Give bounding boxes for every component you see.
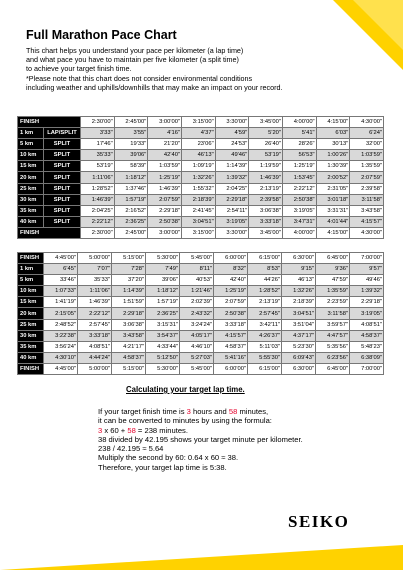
pace-cell: 1:39'32" — [215, 172, 249, 183]
pace-cell: 4:44'24" — [78, 352, 112, 363]
pace-cell: 39'06" — [114, 150, 148, 161]
pace-cell: 3:24'24" — [180, 319, 214, 330]
pace-cell: 4'37" — [181, 128, 215, 139]
row-label: 30 km — [18, 330, 44, 341]
pace-cell: 1:51'59" — [112, 297, 146, 308]
pace-cell: 2:57'45" — [248, 308, 282, 319]
pace-cell: 3:11'58" — [350, 194, 384, 205]
pace-cell: 4:15'00" — [316, 227, 350, 238]
pace-cell: 2:45'00" — [114, 227, 148, 238]
pace-cell: 1:28'52" — [81, 183, 115, 194]
pace-cell: 7:00'00" — [350, 253, 384, 264]
pace-cell: 3:33'18" — [78, 330, 112, 341]
pace-cell: 2:07'59" — [350, 172, 384, 183]
pace-cell: 1:25'19" — [282, 161, 316, 172]
table-row — [18, 319, 384, 330]
pace-cell: 1:03'59" — [148, 161, 182, 172]
pace-cell: 1:28'52" — [248, 286, 282, 297]
pace-cell: 2:13'19" — [249, 183, 283, 194]
calc-minutes: 58 — [228, 407, 238, 416]
pace-cell: 3:33'18" — [249, 216, 283, 227]
table-row — [18, 297, 384, 308]
calc-minutes: 58 — [127, 425, 136, 435]
pace-cell: 1:11'06" — [78, 286, 112, 297]
pace-cell: 4:30'00" — [350, 117, 384, 128]
pace-cell: 3:11'58" — [316, 308, 350, 319]
pace-cell: 3:59'57" — [316, 319, 350, 330]
row-type-label: SPLIT — [44, 216, 81, 227]
pace-cell: 5:48'23" — [350, 341, 384, 352]
pace-cell: 2:02'39" — [180, 297, 214, 308]
pace-cell: 5:41'16" — [214, 352, 248, 363]
pace-cell: 4:08'51" — [350, 319, 384, 330]
table-row — [18, 253, 384, 264]
calc-line-6: Multiply the second by 60: 0.64 x 60 ≈ 38. — [98, 453, 239, 463]
calc-hours: 3 — [98, 425, 103, 435]
pace-cell: 42'40" — [214, 275, 248, 286]
row-type-label: SPLIT — [44, 205, 81, 216]
pace-cell: 3:43'58" — [350, 205, 384, 216]
pace-cell: 3:15'00" — [181, 227, 215, 238]
row-label: 20 km — [18, 308, 44, 319]
pace-cell: 58'39" — [114, 161, 148, 172]
pace-cell: 3:15'00" — [181, 117, 215, 128]
row-type-label: SPLIT — [44, 150, 81, 161]
pace-cell: 1:25'19" — [148, 172, 182, 183]
calc-line-2: it can be converted to minutes by using the formula: — [98, 416, 272, 426]
pace-cell: 3:31'31" — [316, 205, 350, 216]
calc-text: x 60 + — [102, 425, 128, 435]
pace-cell: 4:47'57" — [316, 330, 350, 341]
pace-cell: 2:29'18" — [215, 194, 249, 205]
pace-table-2 — [17, 252, 384, 375]
pace-cell: 4'59" — [215, 128, 249, 139]
pace-cell: 3:22'38" — [44, 330, 78, 341]
pace-cell: 8'11" — [180, 264, 214, 275]
intro-line: to achieve your target finish time. — [26, 64, 132, 74]
pace-cell: 5:15'00" — [112, 363, 146, 374]
pace-cell: 4:15'57" — [214, 330, 248, 341]
pace-cell: 42'40" — [148, 150, 182, 161]
pace-cell: 2:36'25" — [114, 216, 148, 227]
pace-cell: 1:46'39" — [249, 172, 283, 183]
row-label: 40 km — [18, 216, 44, 227]
pace-cell: 5:00'00" — [78, 253, 112, 264]
table-row — [18, 205, 384, 216]
pace-cell: 5:23'30" — [282, 341, 316, 352]
calc-line-1 — [98, 407, 303, 416]
pace-cell: 2:18'39" — [181, 194, 215, 205]
pace-cell: 46'13" — [282, 275, 316, 286]
row-label: 10 km — [18, 286, 44, 297]
pace-cell: 4:45'00" — [44, 363, 78, 374]
pace-cell: 3:00'00" — [148, 227, 182, 238]
intro-line: including weather and uphills/downhills that may make an impact on your record. — [26, 82, 283, 92]
pace-cell: 2:07'59" — [148, 194, 182, 205]
calc-text: hours and — [190, 407, 229, 416]
pace-cell: 2:15'05" — [44, 308, 78, 319]
pace-cell: 9'36" — [316, 264, 350, 275]
pace-cell: 5:15'00" — [112, 253, 146, 264]
pace-cell: 3:19'05" — [282, 205, 316, 216]
pace-cell: 40'53" — [180, 275, 214, 286]
pace-cell: 1:37'46" — [114, 183, 148, 194]
pace-cell: 4:26'37" — [248, 330, 282, 341]
row-label: 25 km — [18, 183, 44, 194]
row-label: 5 km — [18, 139, 44, 150]
intro-line: This chart helps you understand your pace per kilometer (a lap time) — [26, 46, 244, 55]
pace-cell: 7'28" — [112, 264, 146, 275]
pace-cell: 1:53'45" — [282, 172, 316, 183]
row-type-label: LAP/SPLIT — [44, 128, 81, 139]
pace-cell: 4:00'00" — [282, 117, 316, 128]
row-label: FINISH — [18, 253, 44, 264]
pace-cell: 2:29'18" — [148, 205, 182, 216]
pace-cell: 5'20" — [249, 128, 283, 139]
page-title: Full Marathon Pace Chart — [26, 28, 177, 42]
pace-cell: 2:39'58" — [350, 183, 384, 194]
pace-cell: 3'55" — [114, 128, 148, 139]
table-row — [18, 227, 384, 238]
pace-cell: 4:00'00" — [282, 227, 316, 238]
pace-cell: 3:06'38" — [249, 205, 283, 216]
pace-cell: 1:11'06" — [81, 172, 115, 183]
pace-cell: 6:00'00" — [214, 363, 248, 374]
pace-cell: 1:00'26" — [316, 150, 350, 161]
pace-cell: 26'40" — [249, 139, 283, 150]
pace-cell: 33'46" — [44, 275, 78, 286]
pace-cell: 4:58'37" — [350, 330, 384, 341]
pace-cell: 37'20" — [112, 275, 146, 286]
pace-cell: 5:45'00" — [180, 363, 214, 374]
pace-cell: 5'41" — [282, 128, 316, 139]
pace-cell: 5:55'30" — [248, 352, 282, 363]
pace-cell: 1:09'19" — [181, 161, 215, 172]
pace-cell: 5:12'50" — [146, 352, 180, 363]
pace-cell: 6:38'09" — [350, 352, 384, 363]
table-row — [18, 308, 384, 319]
pace-cell: 49'46" — [350, 275, 384, 286]
pace-cell: 8'32" — [214, 264, 248, 275]
pace-cell: 6:15'00" — [248, 253, 282, 264]
pace-cell: 4'16" — [148, 128, 182, 139]
pace-cell: 9'57" — [350, 264, 384, 275]
row-label: 35 km — [18, 341, 44, 352]
calc-text: If your target finish time is — [98, 407, 187, 416]
table-row — [18, 363, 384, 374]
pace-cell: 2:22'12" — [81, 216, 115, 227]
seiko-logo: SEIKO — [288, 512, 350, 531]
pace-cell: 1:18'12" — [114, 172, 148, 183]
pace-cell: 2:00'52" — [316, 172, 350, 183]
pace-cell: 1:46'39" — [78, 297, 112, 308]
row-label: 1 km — [18, 128, 44, 139]
calculation-title: Calculating your target lap time. — [126, 385, 245, 394]
pace-cell: 3:51'04" — [282, 319, 316, 330]
pace-cell: 6:45'00" — [316, 363, 350, 374]
pace-cell: 2:30'00" — [81, 117, 115, 128]
table-row — [18, 161, 384, 172]
pace-cell: 2:07'59" — [214, 297, 248, 308]
pace-cell: 28'26" — [282, 139, 316, 150]
table-row — [18, 264, 384, 275]
pace-cell: 32'00" — [350, 139, 384, 150]
pace-cell: 6'24" — [350, 128, 384, 139]
pace-cell: 5:30'00" — [146, 253, 180, 264]
pace-cell: 2:43'32" — [180, 308, 214, 319]
pace-cell: 4:21'17" — [112, 341, 146, 352]
pace-cell: 21'20" — [148, 139, 182, 150]
table-row — [18, 194, 384, 205]
pace-cell: 2:50'38" — [148, 216, 182, 227]
pace-cell: 1:19'59" — [249, 161, 283, 172]
pace-cell: 3:19'05" — [350, 308, 384, 319]
pace-cell: 39'06" — [146, 275, 180, 286]
pace-cell: 1:41'19" — [44, 297, 78, 308]
pace-cell: 3:30'00" — [215, 227, 249, 238]
intro-text — [26, 46, 356, 92]
pace-cell: 4:33'44" — [146, 341, 180, 352]
pace-cell: 3:42'11" — [248, 319, 282, 330]
pace-cell: 2:36'25" — [146, 308, 180, 319]
pace-cell: 3:45'00" — [249, 117, 283, 128]
pace-cell: 6'45" — [44, 264, 78, 275]
pace-cell: 2:29'18" — [350, 297, 384, 308]
pace-cell: 35'33" — [78, 275, 112, 286]
row-type-label: SPLIT — [44, 139, 81, 150]
calc-line-4: 38 divided by 42.195 shows your target minute per kilometer. — [98, 434, 303, 444]
pace-cell: 1:57'19" — [114, 194, 148, 205]
table-row — [18, 352, 384, 363]
pace-cell: 3:33'18" — [214, 319, 248, 330]
pace-cell: 9'15" — [282, 264, 316, 275]
table-row — [18, 183, 384, 194]
row-label: 1 km — [18, 264, 44, 275]
row-label: FINISH — [18, 363, 44, 374]
pace-cell: 2:22'12" — [282, 183, 316, 194]
pace-cell: 1:14'39" — [215, 161, 249, 172]
pace-table-1 — [17, 116, 384, 239]
pace-cell: 1:03'59" — [350, 150, 384, 161]
calc-line-7: Therefore, your target lap time is 5:38. — [98, 462, 227, 472]
calc-line-5: 238 / 42.195 ≈ 5.64 — [98, 444, 164, 454]
pace-cell: 2:23'59" — [316, 297, 350, 308]
pace-cell: 8'53" — [248, 264, 282, 275]
row-label: 25 km — [18, 319, 44, 330]
pace-cell: 2:22'12" — [78, 308, 112, 319]
table-row — [18, 150, 384, 161]
pace-cell: 2:16'52" — [114, 205, 148, 216]
pace-cell: 5:11'03" — [248, 341, 282, 352]
pace-cell: 24'53" — [215, 139, 249, 150]
pace-cell: 6:30'00" — [282, 253, 316, 264]
pace-cell: 3:00'00" — [148, 117, 182, 128]
row-type-label: SPLIT — [44, 172, 81, 183]
pace-cell: 35'33" — [81, 150, 115, 161]
table-row — [18, 128, 384, 139]
pace-cell: 2:54'11" — [215, 205, 249, 216]
row-label: 20 km — [18, 172, 44, 183]
pace-cell: 53'19" — [81, 161, 115, 172]
pace-cell: 2:30'00" — [81, 227, 115, 238]
pace-cell: 23'06" — [181, 139, 215, 150]
table-row — [18, 275, 384, 286]
pace-cell: 3'33" — [81, 128, 115, 139]
pace-cell: 2:18'39" — [282, 297, 316, 308]
row-type-label: SPLIT — [44, 161, 81, 172]
pace-cell: 2:04'25" — [215, 183, 249, 194]
pace-cell: 7'49" — [146, 264, 180, 275]
calc-text: = 238 minutes. — [135, 425, 188, 435]
pace-cell: 6:30'00" — [282, 363, 316, 374]
pace-cell: 4:15'00" — [316, 117, 350, 128]
intro-line: *Please note that this chart does not consider environmental conditions — [26, 73, 253, 83]
pace-cell: 1:46'39" — [148, 183, 182, 194]
table-row — [18, 172, 384, 183]
pace-cell: 6:15'00" — [248, 363, 282, 374]
pace-cell: 3:15'31" — [146, 319, 180, 330]
pace-cell: 4:58'37" — [112, 352, 146, 363]
pace-cell: 2:45'00" — [114, 117, 148, 128]
pace-cell: 3:04'51" — [181, 216, 215, 227]
table-row — [18, 341, 384, 352]
calc-line-3 — [98, 426, 303, 435]
pace-cell: 19'33" — [114, 139, 148, 150]
pace-cell: 4:08'51" — [78, 341, 112, 352]
pace-cell: 2:39'58" — [249, 194, 283, 205]
pace-cell: 6'03" — [316, 128, 350, 139]
pace-cell: 56'53" — [282, 150, 316, 161]
pace-cell: 1:57'19" — [146, 297, 180, 308]
pace-cell: 44'26" — [248, 275, 282, 286]
pace-cell: 1:32'26" — [181, 172, 215, 183]
pace-cell: 6:00'00" — [214, 253, 248, 264]
pace-cell: 3:45'00" — [249, 227, 283, 238]
pace-cell: 4:46'10" — [180, 341, 214, 352]
pace-cell: 5:27'03" — [180, 352, 214, 363]
pace-cell: 3:54'37" — [146, 330, 180, 341]
pace-cell: 2:29'18" — [112, 308, 146, 319]
row-type-label: SPLIT — [44, 194, 81, 205]
pace-cell: 6:09'43" — [282, 352, 316, 363]
pace-cell: 1:46'39" — [81, 194, 115, 205]
pace-cell: 4:37'17" — [282, 330, 316, 341]
pace-cell: 3:04'51" — [282, 308, 316, 319]
pace-cell: 30'13" — [316, 139, 350, 150]
pace-cell: 3:19'05" — [215, 216, 249, 227]
pace-cell: 4:45'00" — [44, 253, 78, 264]
pace-cell: 4:01'44" — [316, 216, 350, 227]
row-label: 30 km — [18, 194, 44, 205]
row-label: 10 km — [18, 150, 44, 161]
calc-text: minutes, — [237, 407, 269, 416]
pace-cell: 2:31'05" — [316, 183, 350, 194]
pace-cell: 7:00'00" — [350, 363, 384, 374]
pace-cell: 49'46" — [215, 150, 249, 161]
pace-cell: 5:00'00" — [78, 363, 112, 374]
row-label: 40 km — [18, 352, 44, 363]
pace-cell: 1:39'32" — [350, 286, 384, 297]
row-label: 15 km — [18, 297, 44, 308]
pace-cell: 3:30'00" — [215, 117, 249, 128]
pace-cell: 2:13'19" — [248, 297, 282, 308]
pace-cell: 6:45'00" — [316, 253, 350, 264]
pace-cell: 4:15'57" — [350, 216, 384, 227]
pace-cell: 2:41'45" — [181, 205, 215, 216]
pace-cell: 2:57'45" — [78, 319, 112, 330]
table-row — [18, 117, 384, 128]
pace-cell: 1:25'19" — [214, 286, 248, 297]
pace-cell: 1:30'39" — [316, 161, 350, 172]
pace-cell: 1:35'59" — [350, 161, 384, 172]
pace-cell: 1:35'59" — [316, 286, 350, 297]
pace-cell: 2:04'25" — [81, 205, 115, 216]
row-label: 5 km — [18, 275, 44, 286]
table-row — [18, 216, 384, 227]
pace-cell: 17'46" — [81, 139, 115, 150]
row-label: 15 km — [18, 161, 44, 172]
pace-cell: 4:05'17" — [180, 330, 214, 341]
row-label: FINISH — [18, 227, 81, 238]
pace-cell: 53'19" — [249, 150, 283, 161]
pace-cell: 7'07" — [78, 264, 112, 275]
pace-cell: 1:14'39" — [112, 286, 146, 297]
pace-cell: 3:43'58" — [112, 330, 146, 341]
pace-cell: 5:45'00" — [180, 253, 214, 264]
pace-cell: 1:07'33" — [44, 286, 78, 297]
pace-cell: 2:50'38" — [214, 308, 248, 319]
pace-cell: 46'13" — [181, 150, 215, 161]
pace-cell: 1:32'26" — [282, 286, 316, 297]
pace-cell: 3:56'24" — [44, 341, 78, 352]
table-row — [18, 139, 384, 150]
row-label: 35 km — [18, 205, 44, 216]
pace-cell: 6:23'56" — [316, 352, 350, 363]
pace-cell: 4:30'10" — [44, 352, 78, 363]
pace-cell: 3:06'38" — [112, 319, 146, 330]
pace-cell: 3:47'31" — [282, 216, 316, 227]
pace-cell: 1:18'12" — [146, 286, 180, 297]
table-row — [18, 286, 384, 297]
intro-line: and what pace you have to maintain per five kilometer (a split time) — [26, 55, 239, 65]
calc-hours: 3 — [186, 407, 191, 416]
calculation-body — [98, 407, 303, 472]
pace-cell: 47'59" — [316, 275, 350, 286]
row-type-label: SPLIT — [44, 183, 81, 194]
pace-cell: 3:01'18" — [316, 194, 350, 205]
pace-cell: 5:35'56" — [316, 341, 350, 352]
table-row — [18, 330, 384, 341]
pace-cell: 4:58'37" — [214, 341, 248, 352]
pace-cell: 5:30'00" — [146, 363, 180, 374]
pace-cell: 2:50'38" — [282, 194, 316, 205]
pace-cell: 1:55'32" — [181, 183, 215, 194]
pace-cell: 2:48'52" — [44, 319, 78, 330]
pace-cell: 1:21'46" — [180, 286, 214, 297]
row-label: FINISH — [18, 117, 81, 128]
pace-cell: 4:30'00" — [350, 227, 384, 238]
